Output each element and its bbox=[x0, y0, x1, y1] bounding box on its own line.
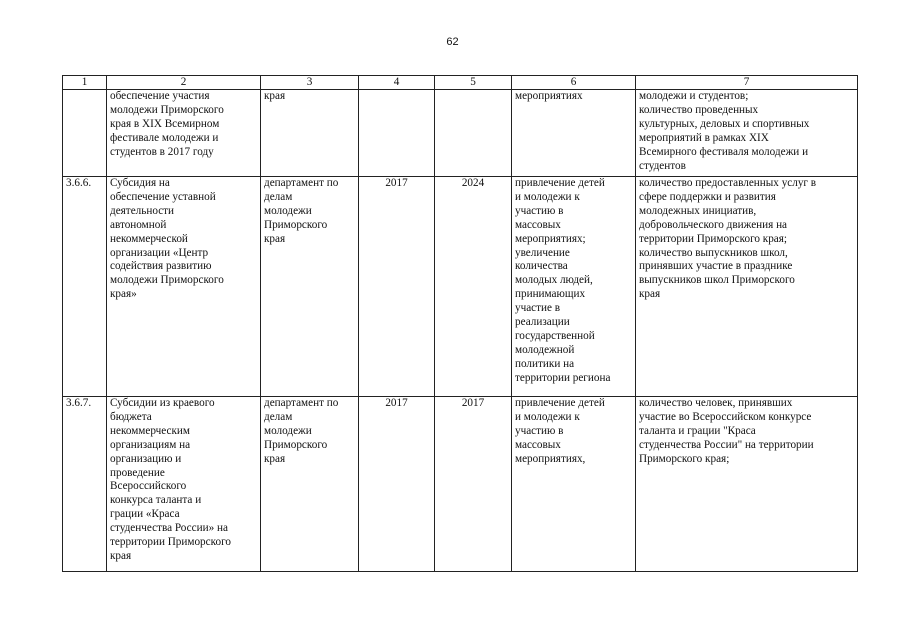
row-number-cell bbox=[63, 90, 107, 177]
end-year-cell: 2024 bbox=[435, 177, 512, 397]
activity-name-cell: Субсидии из краевого бюджета некоммерческим организациям на организацию и проведение Всероссийского конкурса таланта и грации «Краса студенчества России» на территории Приморского края bbox=[107, 397, 261, 572]
activity-name-cell: обеспечение участия молодежи Приморского края в XIX Всемирном фестивале молодежи и студентов в 2017 году bbox=[107, 90, 261, 177]
expected-result-cell: мероприятиях bbox=[512, 90, 636, 177]
end-year-cell bbox=[435, 90, 512, 177]
end-year-cell: 2017 bbox=[435, 397, 512, 572]
executor-cell: края bbox=[261, 90, 359, 177]
column-header: 3 bbox=[261, 76, 359, 90]
executor-cell: департамент по делам молодежи Приморского края bbox=[261, 397, 359, 572]
column-header: 1 bbox=[63, 76, 107, 90]
activity-name-cell: Субсидия на обеспечение уставной деятельности автономной некоммерческой организации «Центр содействия развитию молодежи Приморского края» bbox=[107, 177, 261, 397]
table-row bbox=[63, 397, 858, 572]
column-header: 2 bbox=[107, 76, 261, 90]
indicator-cell: молодежи и студентов; количество проведенных культурных, деловых и спортивных мероприятий в рамках XIX Всемирного фестиваля молодежи и студентов bbox=[636, 90, 858, 177]
executor-cell: департамент по делам молодежи Приморского края bbox=[261, 177, 359, 397]
start-year-cell: 2017 bbox=[359, 397, 435, 572]
expected-result-cell: привлечение детей и молодежи к участию в массовых мероприятиях; увеличение количества молодых людей, принимающих участие в реализации государственной молодежной политики на территории региона bbox=[512, 177, 636, 397]
table-row bbox=[63, 177, 858, 397]
indicator-cell: количество предоставленных услуг в сфере поддержки и развития молодежных инициатив, добровольческого движения на территории Приморского края; количество выпускников школ, принявших участие в празднике выпускников школ Приморского края bbox=[636, 177, 858, 397]
indicator-cell: количество человек, принявших участие во Всероссийском конкурсе таланта и грации "Краса студенчества России" на территории Приморского края; bbox=[636, 397, 858, 572]
column-header: 4 bbox=[359, 76, 435, 90]
row-number-cell: 3.6.7. bbox=[63, 397, 107, 572]
column-header: 7 bbox=[636, 76, 858, 90]
page-number: 62 bbox=[446, 36, 459, 48]
start-year-cell bbox=[359, 90, 435, 177]
row-number-cell: 3.6.6. bbox=[63, 177, 107, 397]
program-activities-table bbox=[62, 75, 858, 572]
expected-result-cell: привлечение детей и молодежи к участию в массовых мероприятиях, bbox=[512, 397, 636, 572]
table-header-row bbox=[63, 76, 858, 90]
start-year-cell: 2017 bbox=[359, 177, 435, 397]
column-header: 6 bbox=[512, 76, 636, 90]
table-row bbox=[63, 90, 858, 177]
column-header: 5 bbox=[435, 76, 512, 90]
